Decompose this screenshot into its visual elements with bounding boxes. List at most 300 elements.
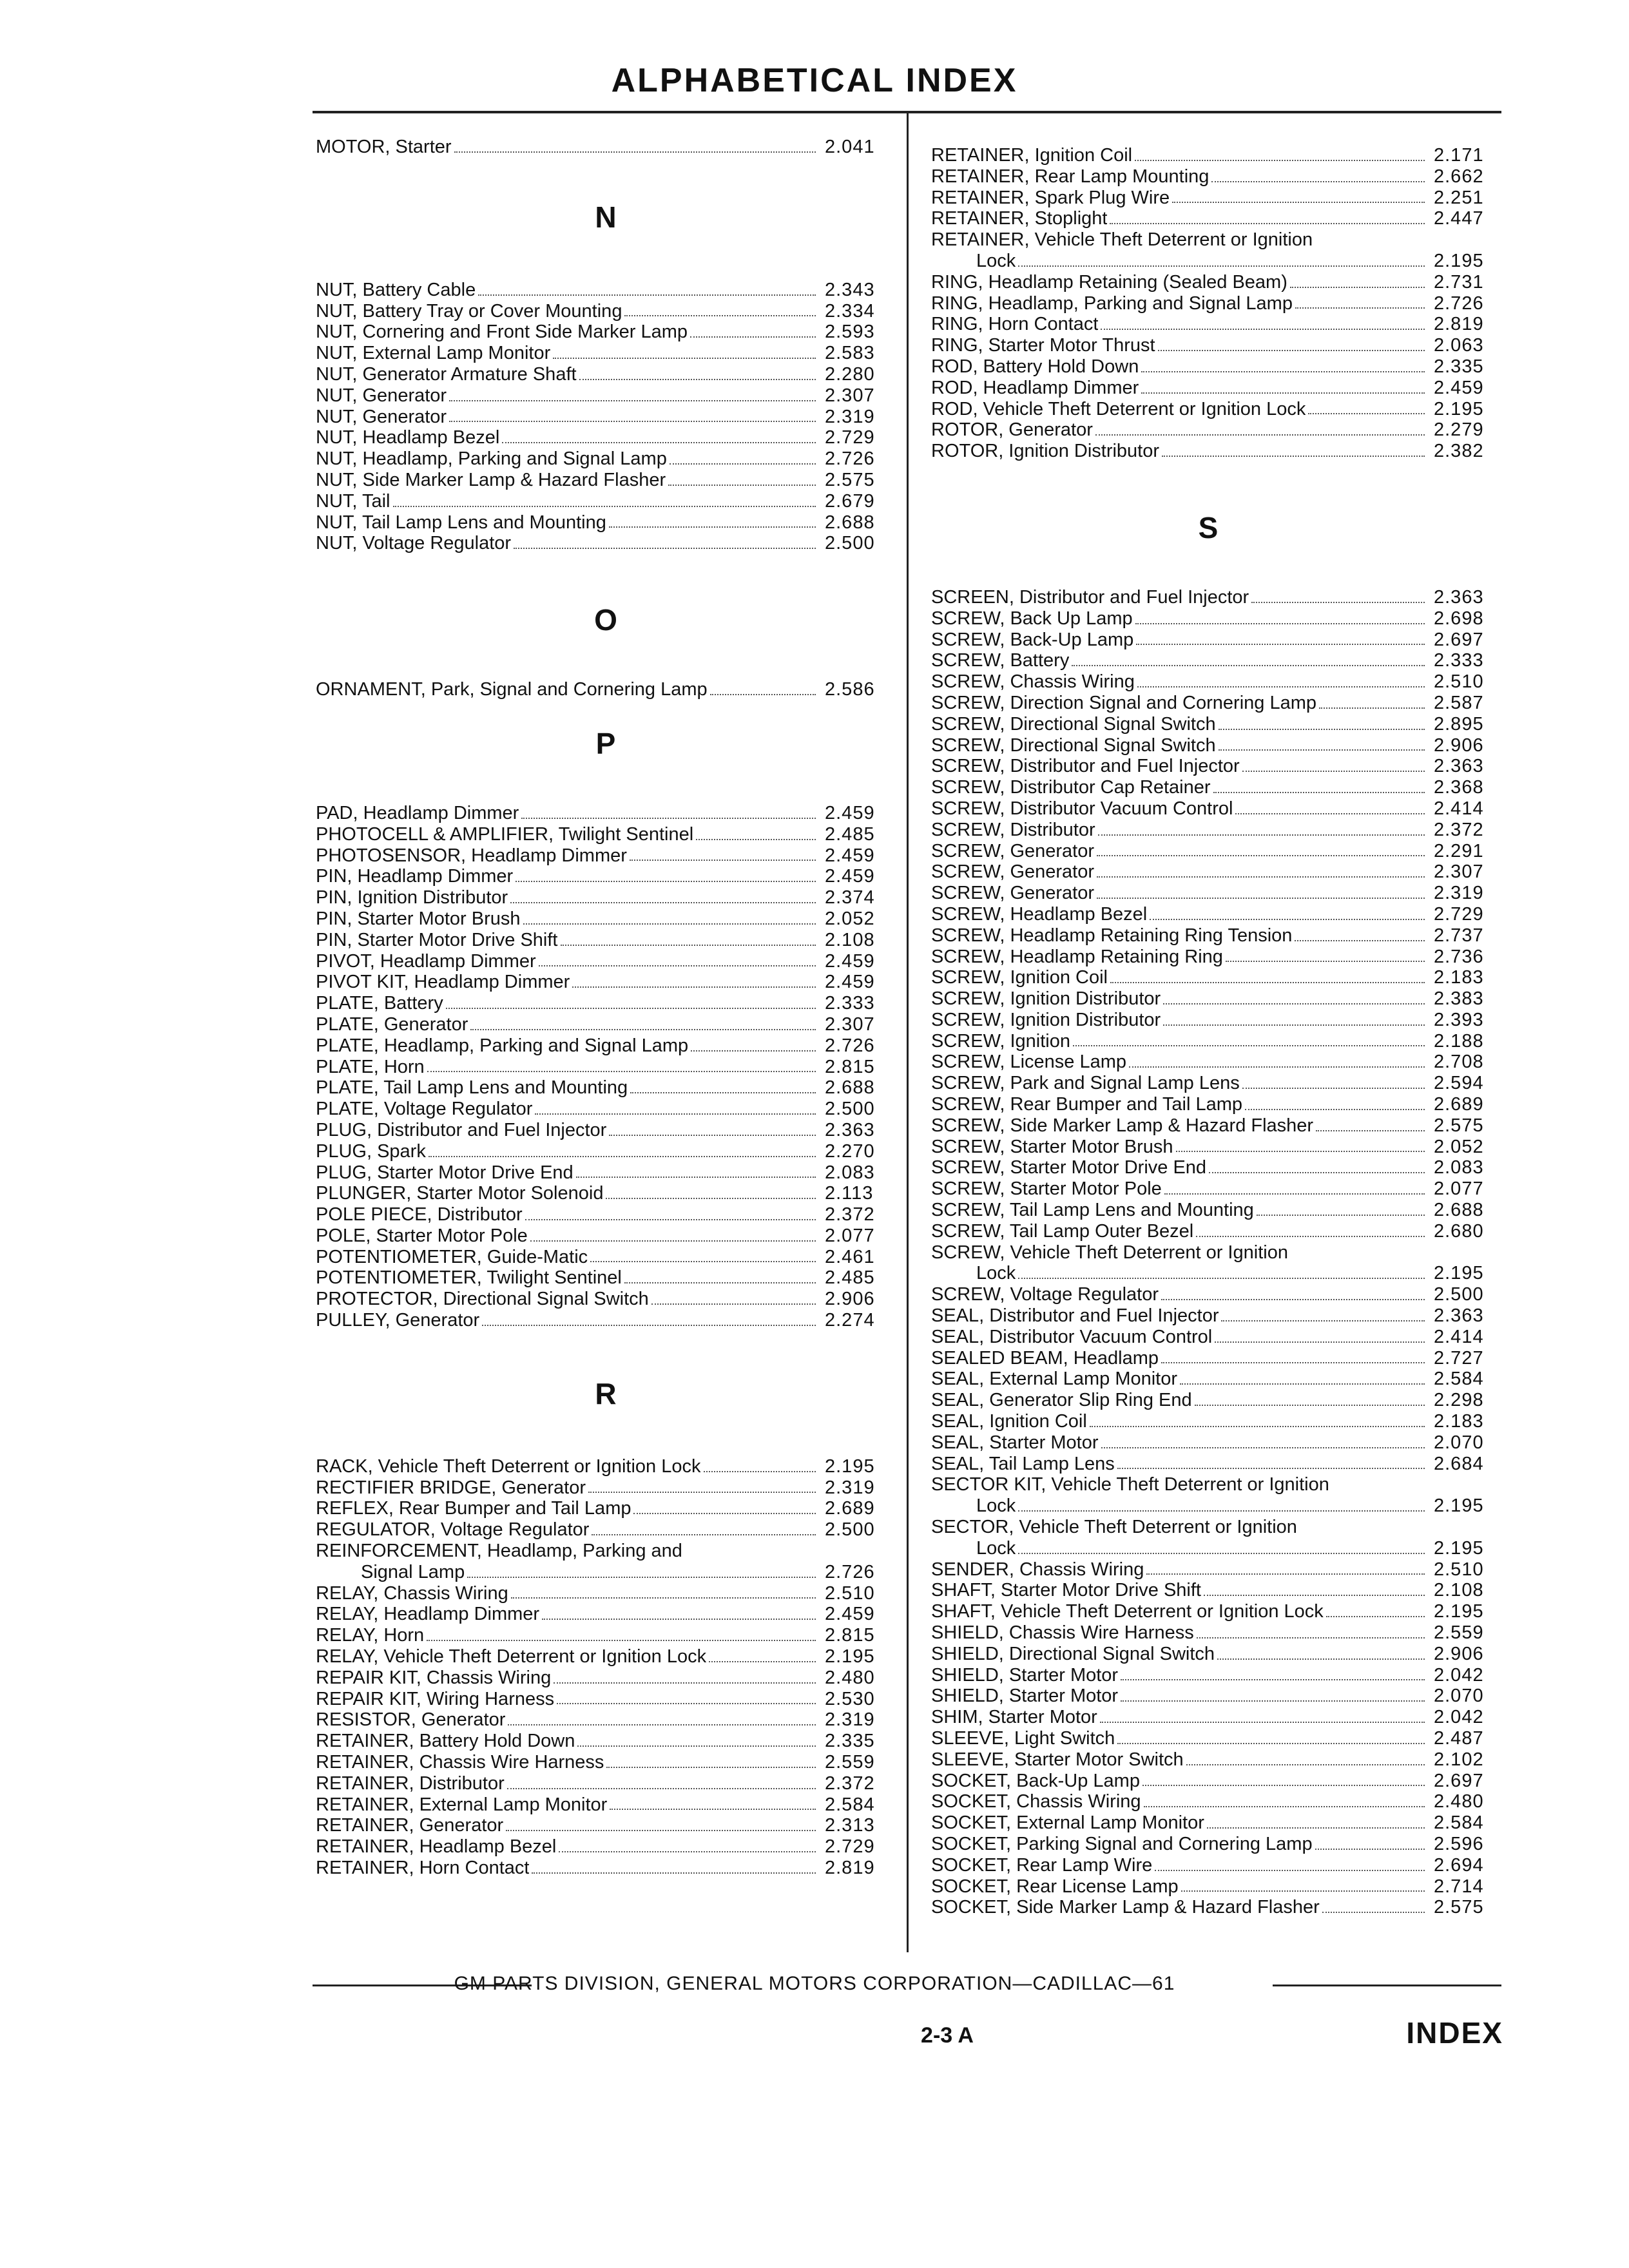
- entry-page: 2.382: [1434, 441, 1484, 462]
- page-number: 2-3 A: [921, 2023, 974, 2048]
- entry-page: 2.698: [1434, 608, 1484, 629]
- index-entry: [931, 650, 1505, 671]
- dot-leader: [1117, 1468, 1425, 1469]
- entry-name: SEAL, Ignition Coil: [931, 1411, 1087, 1432]
- index-entry: [316, 1858, 896, 1879]
- index-entry: [316, 1815, 896, 1836]
- index-entry: [316, 427, 896, 448]
- entry-name: POLE, Starter Motor Pole: [316, 1225, 528, 1246]
- entry-name: SHIM, Starter Motor: [931, 1707, 1097, 1728]
- entry-name: REGULATOR, Voltage Regulator: [316, 1519, 590, 1541]
- entry-name: SCREW, Distributor: [931, 819, 1095, 840]
- entry-page: 2.195: [1434, 398, 1484, 419]
- entry-name: SHAFT, Starter Motor Drive Shift: [931, 1580, 1201, 1601]
- index-entry: [316, 1519, 896, 1541]
- index-entry: [316, 1752, 896, 1773]
- entry-name: NUT, Generator: [316, 385, 447, 406]
- entry-name: PIN, Starter Motor Drive Shift: [316, 929, 558, 950]
- entry-name: RETAINER, Horn Contact: [316, 1858, 530, 1879]
- entry-name: NUT, Tail: [316, 490, 390, 512]
- entry-name: NUT, Battery Cable: [316, 279, 476, 300]
- index-entry: [931, 1390, 1505, 1411]
- index-entry: [931, 251, 1505, 272]
- entry-page: 2.459: [825, 950, 875, 972]
- entry-name: SCREW, Headlamp Bezel: [931, 903, 1148, 925]
- entry-page: 2.319: [825, 1477, 875, 1498]
- index-entry: [316, 1625, 896, 1646]
- entry-page: 2.307: [825, 1014, 875, 1035]
- index-entry: [316, 1731, 896, 1752]
- entry-name: ROTOR, Generator: [931, 419, 1093, 441]
- dot-leader: [624, 1282, 816, 1283]
- entry-name: Signal Lamp: [361, 1561, 465, 1582]
- dot-leader: [1110, 982, 1425, 983]
- index-entry: [931, 419, 1505, 441]
- dot-leader: [1110, 223, 1425, 224]
- dot-leader: [577, 1745, 816, 1747]
- dot-leader: [1163, 1003, 1425, 1004]
- entry-name: NUT, Battery Tray or Cover Mounting: [316, 300, 622, 322]
- dot-leader: [523, 923, 816, 925]
- index-entry: [316, 1014, 896, 1035]
- entry-name: SEAL, External Lamp Monitor: [931, 1369, 1178, 1390]
- index-entry: [316, 887, 896, 908]
- entry-name: SCREW, Voltage Regulator: [931, 1284, 1159, 1305]
- entry-name: SCREW, Generator: [931, 861, 1095, 883]
- dot-leader: [1219, 749, 1425, 751]
- entry-page: 2.662: [1434, 166, 1484, 187]
- entry-page: 2.510: [1434, 1559, 1484, 1580]
- entry-page: 2.697: [1434, 629, 1484, 650]
- entry-page: 2.280: [825, 363, 875, 385]
- index-entry: [931, 735, 1505, 756]
- entry-name: NUT, External Lamp Monitor: [316, 343, 551, 364]
- index-entry: [931, 166, 1505, 187]
- entry-page: 2.684: [1434, 1453, 1484, 1474]
- entry-name: SCREW, Rear Bumper and Tail Lamp: [931, 1094, 1243, 1115]
- index-entry: [316, 1141, 896, 1162]
- entry-page: 2.195: [825, 1646, 875, 1667]
- index-entry: [931, 314, 1505, 335]
- entry-page: 2.584: [1434, 1369, 1484, 1390]
- dot-leader: [514, 548, 816, 549]
- index-entry: [316, 1836, 896, 1858]
- dot-leader: [1180, 1383, 1425, 1385]
- entry-name: SCREW, Generator: [931, 840, 1095, 861]
- index-entry: [316, 930, 896, 951]
- entry-page: 2.584: [825, 1794, 875, 1815]
- index-entry: [316, 1035, 896, 1057]
- entry-name: SECTOR, Vehicle Theft Deterrent or Ignition: [931, 1517, 1297, 1538]
- dot-leader: [449, 421, 816, 422]
- entry-page: 2.459: [825, 972, 875, 993]
- entry-name: Lock: [976, 1537, 1016, 1559]
- entry-name: RECTIFIER BRIDGE, Generator: [316, 1477, 586, 1498]
- spacer: [316, 554, 896, 602]
- index-entry: [931, 1749, 1505, 1771]
- entry-name: SCREW, Starter Motor Pole: [931, 1178, 1162, 1200]
- dot-leader: [670, 463, 816, 465]
- index-entry: [316, 512, 896, 533]
- entry-name: SHIELD, Chassis Wire Harness: [931, 1622, 1194, 1643]
- section-label: INDEX: [1406, 2016, 1503, 2050]
- index-entry: [931, 1031, 1505, 1052]
- dot-leader: [576, 1177, 816, 1178]
- entry-name: PHOTOSENSOR, Headlamp Dimmer: [316, 845, 627, 866]
- dot-leader: [1097, 898, 1425, 899]
- entry-name: RETAINER, Spark Plug Wire: [931, 187, 1170, 208]
- entry-page: 2.374: [825, 887, 875, 908]
- entry-name: SCREW, Back-Up Lamp: [931, 629, 1134, 650]
- index-entry: [931, 988, 1505, 1010]
- dot-leader: [454, 151, 816, 153]
- entry-page: 2.500: [825, 1519, 875, 1541]
- entry-page: 2.594: [1434, 1073, 1484, 1094]
- index-entry: [931, 1707, 1505, 1728]
- index-entry: [316, 1057, 896, 1078]
- index-entry: [316, 1794, 896, 1816]
- index-entry: [931, 904, 1505, 925]
- entry-name: ORNAMENT, Park, Signal and Cornering Lamp: [316, 679, 708, 700]
- entry-name: SCREW, Tail Lamp Outer Bezel: [931, 1220, 1194, 1242]
- entry-page: 2.737: [1434, 925, 1484, 946]
- index-entry: [931, 145, 1505, 166]
- dot-leader: [470, 1029, 816, 1030]
- entry-name: SOCKET, Side Marker Lamp & Hazard Flasher: [931, 1897, 1320, 1918]
- dot-leader: [530, 1240, 816, 1242]
- entry-page: 2.077: [825, 1225, 875, 1246]
- dot-leader: [1150, 919, 1425, 920]
- index-entry: [931, 883, 1505, 904]
- dot-leader: [525, 1219, 816, 1220]
- entry-name: SCREW, Directional Signal Switch: [931, 735, 1216, 756]
- index-entry: [931, 1369, 1505, 1390]
- index-entry: [316, 301, 896, 322]
- index-entry: [931, 208, 1505, 229]
- entry-page: 2.587: [1434, 692, 1484, 713]
- entry-page: 2.906: [1434, 1643, 1484, 1664]
- index-entry: [316, 407, 896, 428]
- entry-name: RELAY, Horn: [316, 1625, 425, 1646]
- dot-leader: [610, 1809, 816, 1810]
- entry-page: 2.447: [1434, 208, 1484, 229]
- entry-page: 2.343: [825, 279, 875, 300]
- entry-name: RETAINER, Vehicle Theft Deterrent or Ignition: [931, 229, 1313, 251]
- dot-leader: [579, 379, 816, 380]
- entry-page: 2.679: [825, 490, 875, 512]
- entry-page: 2.070: [1434, 1686, 1484, 1707]
- index-entry: [316, 491, 896, 512]
- entry-page: 2.906: [1434, 735, 1484, 756]
- entry-name: SEAL, Tail Lamp Lens: [931, 1453, 1115, 1474]
- entry-page: 2.052: [825, 908, 875, 929]
- index-entry: [931, 1474, 1505, 1495]
- index-entry: [931, 1897, 1505, 1918]
- entry-page: 2.372: [825, 1204, 875, 1225]
- dot-leader: [1319, 707, 1425, 709]
- entry-name: SEALED BEAM, Headlamp: [931, 1347, 1159, 1369]
- entry-page: 2.334: [825, 300, 875, 322]
- spacer: [316, 1331, 896, 1376]
- dot-leader: [606, 1198, 816, 1199]
- dot-leader: [590, 1261, 816, 1262]
- entry-page: 2.485: [825, 1267, 875, 1289]
- entry-name: SCREW, Directional Signal Switch: [931, 713, 1216, 735]
- spacer: [316, 1411, 896, 1456]
- entry-page: 2.584: [1434, 1812, 1484, 1834]
- dot-leader: [1186, 1764, 1425, 1765]
- entry-name: PROTECTOR, Directional Signal Switch: [316, 1289, 649, 1310]
- index-entry: [931, 629, 1505, 651]
- entry-page: 2.319: [825, 406, 875, 427]
- index-entry: [931, 1348, 1505, 1369]
- entry-page: 2.819: [825, 1858, 875, 1879]
- index-entry: [931, 1115, 1505, 1137]
- dot-leader: [1295, 940, 1425, 941]
- entry-name: NUT, Headlamp Bezel: [316, 427, 500, 448]
- dot-leader: [1162, 456, 1425, 457]
- entry-name: SCREW, Ignition: [931, 1030, 1070, 1052]
- index-entry: [931, 947, 1505, 968]
- entry-page: 2.689: [825, 1498, 875, 1519]
- entry-page: 2.731: [1434, 271, 1484, 293]
- dot-leader: [633, 1513, 816, 1514]
- entry-name: RETAINER, External Lamp Monitor: [316, 1794, 608, 1815]
- dot-leader: [1164, 1193, 1425, 1195]
- entry-page: 2.335: [1434, 356, 1484, 377]
- dot-leader: [1197, 1637, 1425, 1639]
- entry-page: 2.819: [1434, 314, 1484, 335]
- entry-page: 2.195: [1434, 1601, 1484, 1622]
- entry-name: SOCKET, External Lamp Monitor: [931, 1812, 1204, 1834]
- entry-name: RING, Headlamp, Parking and Signal Lamp: [931, 293, 1293, 314]
- dot-leader: [609, 526, 816, 528]
- entry-name: POTENTIOMETER, Guide-Matic: [316, 1246, 588, 1267]
- entry-name: SOCKET, Back-Up Lamp: [931, 1770, 1140, 1791]
- dot-leader: [1290, 287, 1425, 288]
- index-entry: [931, 967, 1505, 988]
- index-entry: [316, 1310, 896, 1331]
- dot-leader: [427, 1640, 816, 1641]
- entry-name: SCREW, Starter Motor Brush: [931, 1136, 1173, 1157]
- dot-leader: [532, 1872, 816, 1874]
- entry-name: ROD, Headlamp Dimmer: [931, 377, 1139, 398]
- dot-leader: [506, 1830, 816, 1831]
- entry-page: 2.333: [825, 993, 875, 1014]
- index-entry: [316, 1646, 896, 1667]
- index-entry: [931, 1432, 1505, 1454]
- dot-leader: [1251, 602, 1425, 603]
- entry-name: SCREW, Chassis Wiring: [931, 671, 1135, 693]
- entry-name: NUT, Voltage Regulator: [316, 533, 512, 554]
- entry-name: SHIELD, Directional Signal Switch: [931, 1643, 1215, 1664]
- entry-page: 2.393: [1434, 1009, 1484, 1030]
- dot-leader: [1136, 644, 1425, 645]
- entry-name: SCREW, Tail Lamp Lens and Mounting: [931, 1200, 1254, 1221]
- index-entry: [316, 824, 896, 845]
- index-entry: [316, 1456, 896, 1477]
- index-entry: [316, 1689, 896, 1710]
- index-entry: [316, 1498, 896, 1519]
- entry-page: 2.729: [825, 427, 875, 448]
- index-entry: [931, 756, 1505, 777]
- dot-leader: [1322, 1912, 1425, 1913]
- entry-name: POLE PIECE, Distributor: [316, 1204, 523, 1225]
- entry-page: 2.307: [825, 385, 875, 406]
- dot-leader: [467, 1577, 816, 1578]
- entry-name: RACK, Vehicle Theft Deterrent or Ignition Lock: [316, 1456, 701, 1477]
- dot-leader: [511, 1597, 816, 1599]
- entry-name: PAD, Headlamp Dimmer: [316, 802, 519, 823]
- index-entry: [931, 1686, 1505, 1707]
- entry-name: NUT, Generator: [316, 406, 447, 427]
- entry-page: 2.414: [1434, 798, 1484, 819]
- entry-name: SLEEVE, Starter Motor Switch: [931, 1749, 1184, 1770]
- index-entry: [316, 1289, 896, 1310]
- page-title: ALPHABETICAL INDEX: [611, 62, 1018, 99]
- index-entry: [316, 866, 896, 887]
- index-entry: [316, 364, 896, 385]
- entry-page: 2.459: [1434, 377, 1484, 398]
- entry-name: PIN, Starter Motor Brush: [316, 908, 521, 929]
- entry-name: SCREW, Ignition Distributor: [931, 1009, 1161, 1030]
- index-entry: [316, 470, 896, 491]
- dot-leader: [606, 1767, 816, 1768]
- dot-leader: [1315, 1849, 1425, 1850]
- dot-leader: [478, 294, 816, 296]
- entry-name: PIVOT KIT, Headlamp Dimmer: [316, 972, 570, 993]
- dot-leader: [1117, 1743, 1425, 1744]
- entry-page: 2.461: [825, 1246, 875, 1267]
- entry-name: SCREW, Distributor and Fuel Injector: [931, 756, 1240, 777]
- index-entry: [931, 229, 1505, 251]
- index-entry: [316, 1583, 896, 1604]
- dot-leader: [709, 1661, 816, 1662]
- entry-page: 2.063: [1434, 335, 1484, 356]
- dot-leader: [539, 965, 816, 966]
- entry-page: 2.335: [825, 1731, 875, 1752]
- entry-name: REPAIR KIT, Chassis Wiring: [316, 1667, 552, 1688]
- entry-name: RETAINER, Battery Hold Down: [316, 1731, 575, 1752]
- entry-name: PLATE, Battery: [316, 993, 443, 1014]
- dot-leader: [1098, 834, 1425, 836]
- entry-page: 2.363: [1434, 756, 1484, 777]
- dot-leader: [1215, 1341, 1425, 1343]
- index-entry: [931, 1411, 1505, 1432]
- entry-name: RING, Headlamp Retaining (Sealed Beam): [931, 271, 1287, 293]
- index-entry: [316, 1267, 896, 1289]
- index-entry: [316, 1162, 896, 1184]
- index-entry: [316, 280, 896, 301]
- dot-leader: [1176, 1151, 1425, 1152]
- index-entry: [931, 1073, 1505, 1094]
- entry-name: PLUG, Starter Motor Drive End: [316, 1162, 574, 1183]
- entry-page: 2.188: [1434, 1030, 1484, 1052]
- dot-leader: [553, 358, 816, 359]
- entry-page: 2.729: [825, 1836, 875, 1858]
- dot-leader: [1144, 1806, 1425, 1807]
- index-entry: [931, 1876, 1505, 1898]
- index-entry: [931, 272, 1505, 293]
- entry-page: 2.726: [825, 448, 875, 470]
- dot-leader: [482, 1325, 816, 1326]
- index-entry: [316, 993, 896, 1014]
- index-entry: [316, 343, 896, 364]
- entry-page: 2.459: [825, 1604, 875, 1625]
- entry-name: SCREW, Direction Signal and Cornering Lamp: [931, 692, 1316, 713]
- index-entry: [931, 1137, 1505, 1158]
- entry-page: 2.688: [1434, 1200, 1484, 1221]
- entry-name: SEAL, Distributor Vacuum Control: [931, 1326, 1213, 1347]
- entry-name: SHIELD, Starter Motor: [931, 1686, 1119, 1707]
- entry-page: 2.708: [1434, 1052, 1484, 1073]
- entry-name: MOTOR, Starter: [316, 137, 452, 157]
- dot-leader: [1235, 813, 1425, 814]
- entry-name: REINFORCEMENT, Headlamp, Parking and: [316, 1541, 682, 1562]
- entry-page: 2.319: [825, 1709, 875, 1731]
- dot-leader: [1207, 1827, 1425, 1829]
- dot-leader: [609, 1135, 816, 1136]
- dot-leader: [1135, 160, 1425, 161]
- dot-leader: [508, 1724, 816, 1725]
- entry-name: RETAINER, Generator: [316, 1815, 504, 1836]
- entry-page: 2.500: [825, 1099, 875, 1120]
- index-entry: [931, 293, 1505, 314]
- entry-name: PLATE, Headlamp, Parking and Signal Lamp: [316, 1035, 689, 1056]
- section-letter: S: [1198, 510, 1219, 544]
- entry-name: PLATE, Horn: [316, 1056, 425, 1077]
- index-entry: [931, 1665, 1505, 1686]
- index-entry: [931, 1284, 1505, 1305]
- index-entry: [316, 1204, 896, 1225]
- entry-name: RETAINER, Chassis Wire Harness: [316, 1752, 604, 1773]
- index-entry: [931, 1052, 1505, 1073]
- column-divider: [907, 113, 909, 1952]
- entry-page: 2.307: [1434, 861, 1484, 883]
- entry-page: 2.333: [1434, 650, 1484, 671]
- dot-leader: [429, 1156, 816, 1157]
- entry-page: 2.279: [1434, 419, 1484, 441]
- index-entry: [931, 1644, 1505, 1665]
- dot-leader: [561, 945, 816, 946]
- entry-page: 2.383: [1434, 988, 1484, 1010]
- dot-leader: [1161, 1362, 1425, 1363]
- entry-page: 2.195: [1434, 1263, 1484, 1284]
- index-entry: [931, 1517, 1505, 1538]
- entry-page: 2.729: [1434, 903, 1484, 925]
- entry-page: 2.583: [825, 343, 875, 364]
- entry-name: SCREW, Distributor Cap Retainer: [931, 777, 1211, 798]
- index-entry: [316, 1183, 896, 1204]
- entry-page: 2.414: [1434, 1326, 1484, 1347]
- index-entry: [316, 533, 896, 554]
- index-entry: [931, 1242, 1505, 1264]
- dot-leader: [572, 986, 816, 988]
- entry-page: 2.102: [1434, 1749, 1484, 1770]
- index-entry: [931, 1178, 1505, 1200]
- dot-leader: [1101, 1447, 1425, 1448]
- index-entry: [931, 1812, 1505, 1834]
- entry-page: 2.274: [825, 1310, 875, 1331]
- dot-leader: [521, 818, 816, 819]
- entry-name: SCREW, Park and Signal Lamp Lens: [931, 1073, 1240, 1094]
- dot-leader: [502, 442, 816, 443]
- entry-name: PLUG, Spark: [316, 1140, 426, 1162]
- entry-page: 2.575: [1434, 1897, 1484, 1918]
- dot-leader: [557, 1703, 816, 1704]
- section-letter: R: [595, 1376, 617, 1410]
- entry-name: RESISTOR, Generator: [316, 1709, 506, 1731]
